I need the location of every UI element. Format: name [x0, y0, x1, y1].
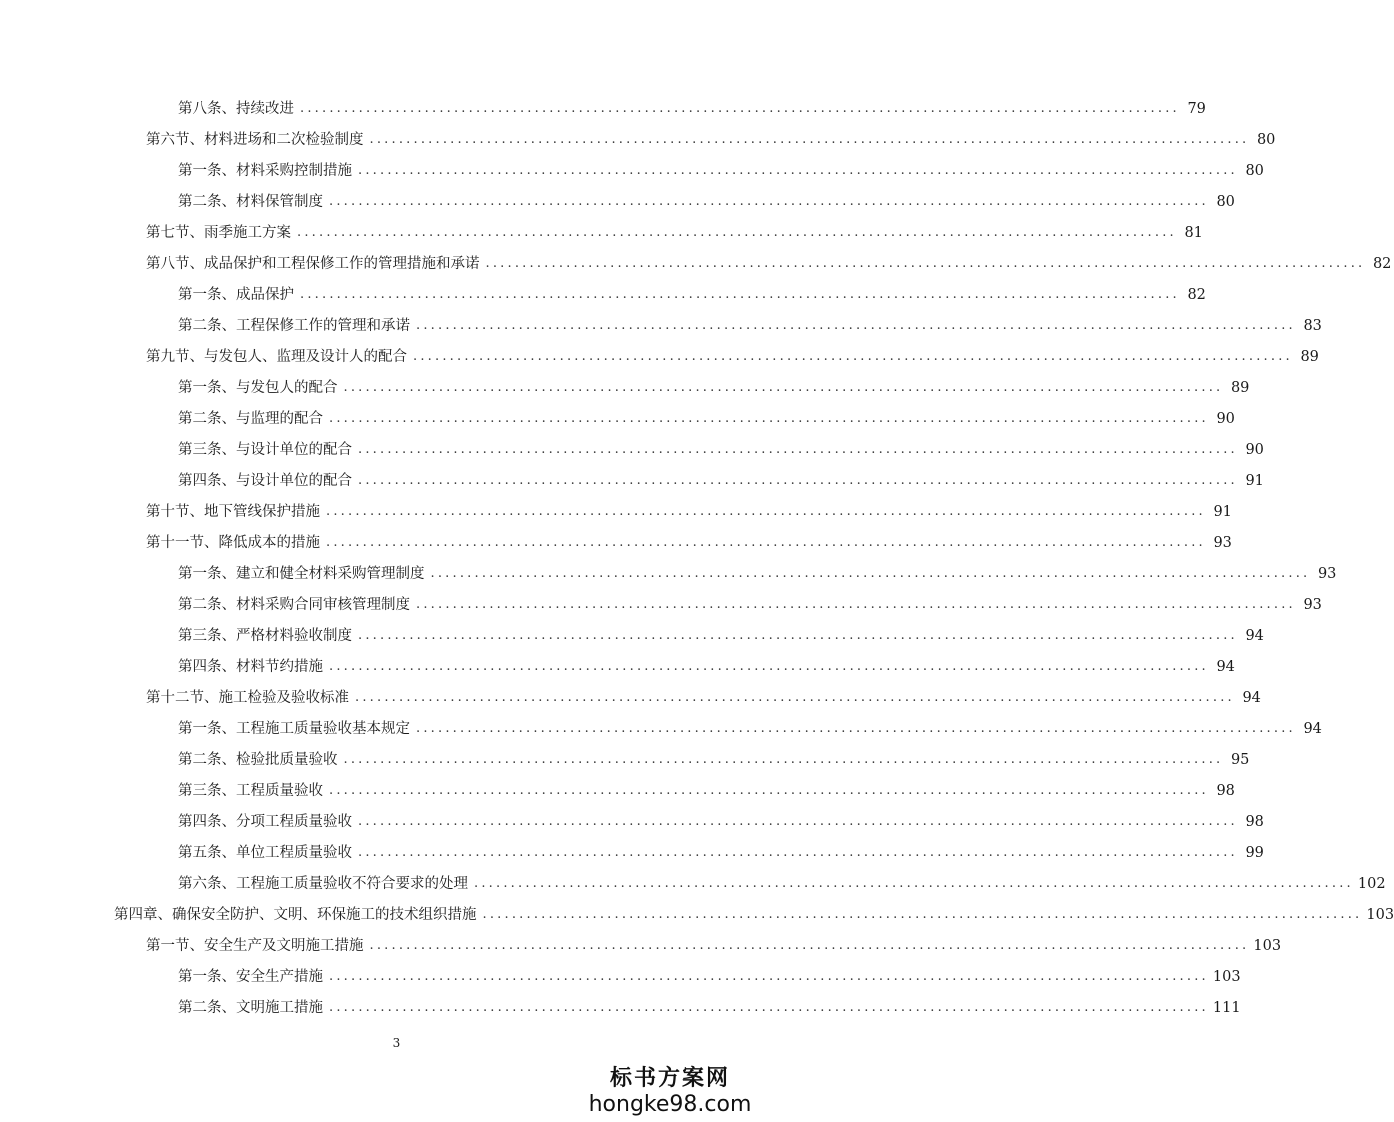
toc-leader-dots: ........................................................................................................................ [343, 380, 1224, 395]
toc-entry-page: 103 [1212, 969, 1241, 985]
toc-entry-label: 第一条、成品保护 [178, 287, 294, 303]
toc-entry-label: 第一条、材料采购控制措施 [178, 163, 352, 179]
toc-leader-dots: ........................................................................................................................ [300, 101, 1180, 116]
toc-entry-page: 102 [1357, 876, 1386, 892]
table-of-contents [0, 88, 1394, 1018]
toc-leader-dots: ........................................................................................................................ [329, 969, 1209, 984]
toc-leader-dots: ........................................................................................................................ [329, 411, 1209, 426]
toc-leader-dots: ........................................................................................................................ [416, 721, 1296, 736]
toc-entry-label: 第一条、安全生产措施 [178, 969, 323, 985]
toc-entry[interactable] [0, 460, 1264, 491]
toc-entry-page: 80 [1256, 132, 1276, 148]
toc-entry-label: 第二条、文明施工措施 [178, 1000, 323, 1016]
toc-entry[interactable] [0, 987, 1241, 1018]
toc-entry-label: 第四条、与设计单位的配合 [178, 473, 352, 489]
toc-entry-page: 95 [1230, 752, 1250, 768]
toc-entry-page: 80 [1245, 163, 1264, 179]
toc-entry-label: 第一条、建立和健全材料采购管理制度 [178, 566, 425, 582]
toc-entry-page: 99 [1245, 845, 1264, 861]
toc-entry-page: 82 [1372, 256, 1392, 272]
toc-entry-page: 89 [1300, 349, 1319, 365]
toc-leader-dots: ........................................................................................................................ [358, 442, 1238, 457]
toc-leader-dots: ........................................................................................................................ [358, 163, 1238, 178]
watermark-logo [565, 1066, 775, 1118]
toc-leader-dots: ........................................................................................................................ [358, 628, 1238, 643]
toc-entry-page: 94 [1303, 721, 1322, 737]
toc-leader-dots: ........................................................................................................................ [329, 194, 1209, 209]
toc-entry-page: 93 [1317, 566, 1337, 582]
toc-entry-label: 第三条、严格材料验收制度 [178, 628, 352, 644]
toc-entry[interactable] [0, 584, 1322, 615]
toc-entry-label: 第三条、与设计单位的配合 [178, 442, 352, 458]
toc-entry-label: 第五条、单位工程质量验收 [178, 845, 352, 861]
toc-entry-page: 80 [1216, 194, 1235, 210]
toc-entry[interactable] [0, 274, 1206, 305]
toc-leader-dots: ........................................................................................................................ [358, 845, 1238, 860]
toc-entry[interactable] [0, 181, 1235, 212]
toc-entry-label: 第二条、与监理的配合 [178, 411, 323, 427]
watermark-name: 标书方案网 [609, 1066, 730, 1091]
toc-leader-dots: ........................................................................................................................ [329, 659, 1209, 674]
toc-entry-page: 94 [1245, 628, 1264, 644]
toc-entry[interactable] [0, 243, 1392, 274]
toc-entry-page: 94 [1216, 659, 1235, 675]
toc-entry-label: 第二条、工程保修工作的管理和承诺 [178, 318, 410, 334]
toc-entry[interactable] [0, 367, 1250, 398]
toc-entry-page: 83 [1303, 318, 1322, 334]
toc-entry-label: 第十节、地下管线保护措施 [146, 504, 320, 520]
toc-entry[interactable] [0, 832, 1264, 863]
toc-entry[interactable] [0, 336, 1319, 367]
toc-entry[interactable] [0, 119, 1276, 150]
toc-entry[interactable] [0, 894, 1394, 925]
toc-entry[interactable] [0, 305, 1322, 336]
toc-leader-dots: ........................................................................................................................ [326, 535, 1206, 550]
toc-entry-page: 103 [1253, 938, 1282, 954]
toc-entry-page: 81 [1184, 225, 1203, 241]
watermark-url: hongke98.com [588, 1092, 752, 1117]
toc-leader-dots: ........................................................................................................................ [300, 287, 1180, 302]
toc-leader-dots: ........................................................................................................................ [430, 566, 1311, 581]
toc-entry[interactable] [0, 739, 1250, 770]
toc-leader-dots: ........................................................................................................................ [413, 349, 1293, 364]
toc-leader-dots: ........................................................................................................................ [326, 504, 1206, 519]
toc-leader-dots: ........................................................................................................................ [474, 876, 1354, 891]
toc-entry[interactable] [0, 522, 1232, 553]
toc-entry-label: 第九节、与发包人、监理及设计人的配合 [146, 349, 407, 365]
toc-entry-page: 79 [1187, 101, 1206, 117]
toc-entry-page: 103 [1366, 907, 1394, 923]
page-number: 3 [392, 1036, 401, 1050]
toc-entry[interactable] [0, 88, 1206, 119]
toc-entry-label: 第二条、材料采购合同审核管理制度 [178, 597, 410, 613]
toc-entry-page: 94 [1242, 690, 1261, 706]
toc-leader-dots: ........................................................................................................................ [297, 225, 1177, 240]
toc-entry[interactable] [0, 150, 1264, 181]
toc-entry[interactable] [0, 677, 1261, 708]
toc-entry-page: 90 [1245, 442, 1264, 458]
toc-entry-label: 第四章、确保安全防护、文明、环保施工的技术组织措施 [114, 907, 477, 923]
toc-entry-label: 第十一节、降低成本的措施 [146, 535, 320, 551]
toc-entry-label: 第六条、工程施工质量验收不符合要求的处理 [178, 876, 468, 892]
toc-entry[interactable] [0, 615, 1264, 646]
toc-entry[interactable] [0, 553, 1337, 584]
toc-entry-label: 第八节、成品保护和工程保修工作的管理措施和承诺 [146, 256, 480, 272]
toc-entry-label: 第二条、材料保管制度 [178, 194, 323, 210]
toc-entry[interactable] [0, 212, 1203, 243]
toc-entry-page: 98 [1245, 814, 1264, 830]
toc-leader-dots: ........................................................................................................................ [358, 473, 1238, 488]
toc-leader-dots: ........................................................................................................................ [485, 256, 1366, 271]
toc-entry-label: 第六节、材料进场和二次检验制度 [146, 132, 364, 148]
toc-entry[interactable] [0, 801, 1264, 832]
toc-leader-dots: ........................................................................................................................ [343, 752, 1224, 767]
toc-leader-dots: ........................................................................................................................ [329, 783, 1209, 798]
toc-entry-label: 第二条、检验批质量验收 [178, 752, 338, 768]
toc-entry-page: 98 [1216, 783, 1235, 799]
toc-leader-dots: ........................................................................................................................ [482, 907, 1363, 922]
toc-entry-label: 第一条、与发包人的配合 [178, 380, 338, 396]
toc-entry-page: 93 [1213, 535, 1232, 551]
toc-entry-page: 111 [1212, 1000, 1241, 1016]
toc-leader-dots: ........................................................................................................................ [369, 938, 1250, 953]
toc-leader-dots: ........................................................................................................................ [369, 132, 1250, 147]
toc-entry-page: 91 [1213, 504, 1232, 520]
toc-entry-label: 第一节、安全生产及文明施工措施 [146, 938, 364, 954]
toc-entry[interactable] [0, 925, 1282, 956]
toc-entry-label: 第三条、工程质量验收 [178, 783, 323, 799]
toc-entry[interactable] [0, 491, 1232, 522]
toc-leader-dots: ........................................................................................................................ [355, 690, 1235, 705]
toc-entry-page: 91 [1245, 473, 1264, 489]
toc-entry[interactable] [0, 708, 1322, 739]
toc-entry[interactable] [0, 956, 1241, 987]
toc-entry-label: 第四条、材料节约措施 [178, 659, 323, 675]
toc-entry[interactable] [0, 429, 1264, 460]
toc-entry-page: 93 [1303, 597, 1322, 613]
toc-entry[interactable] [0, 770, 1235, 801]
toc-entry-label: 第四条、分项工程质量验收 [178, 814, 352, 830]
toc-entry[interactable] [0, 398, 1235, 429]
toc-leader-dots: ........................................................................................................................ [329, 1000, 1209, 1015]
toc-entry-label: 第十二节、施工检验及验收标准 [146, 690, 349, 706]
toc-entry[interactable] [0, 646, 1235, 677]
toc-entry-page: 89 [1230, 380, 1250, 396]
toc-entry-label: 第一条、工程施工质量验收基本规定 [178, 721, 410, 737]
toc-entry-label: 第七节、雨季施工方案 [146, 225, 291, 241]
toc-leader-dots: ........................................................................................................................ [358, 814, 1238, 829]
toc-entry-label: 第八条、持续改进 [178, 101, 294, 117]
toc-leader-dots: ........................................................................................................................ [416, 318, 1296, 333]
toc-leader-dots: ........................................................................................................................ [416, 597, 1296, 612]
toc-entry[interactable] [0, 863, 1386, 894]
toc-entry-page: 90 [1216, 411, 1235, 427]
toc-entry-page: 82 [1187, 287, 1206, 303]
